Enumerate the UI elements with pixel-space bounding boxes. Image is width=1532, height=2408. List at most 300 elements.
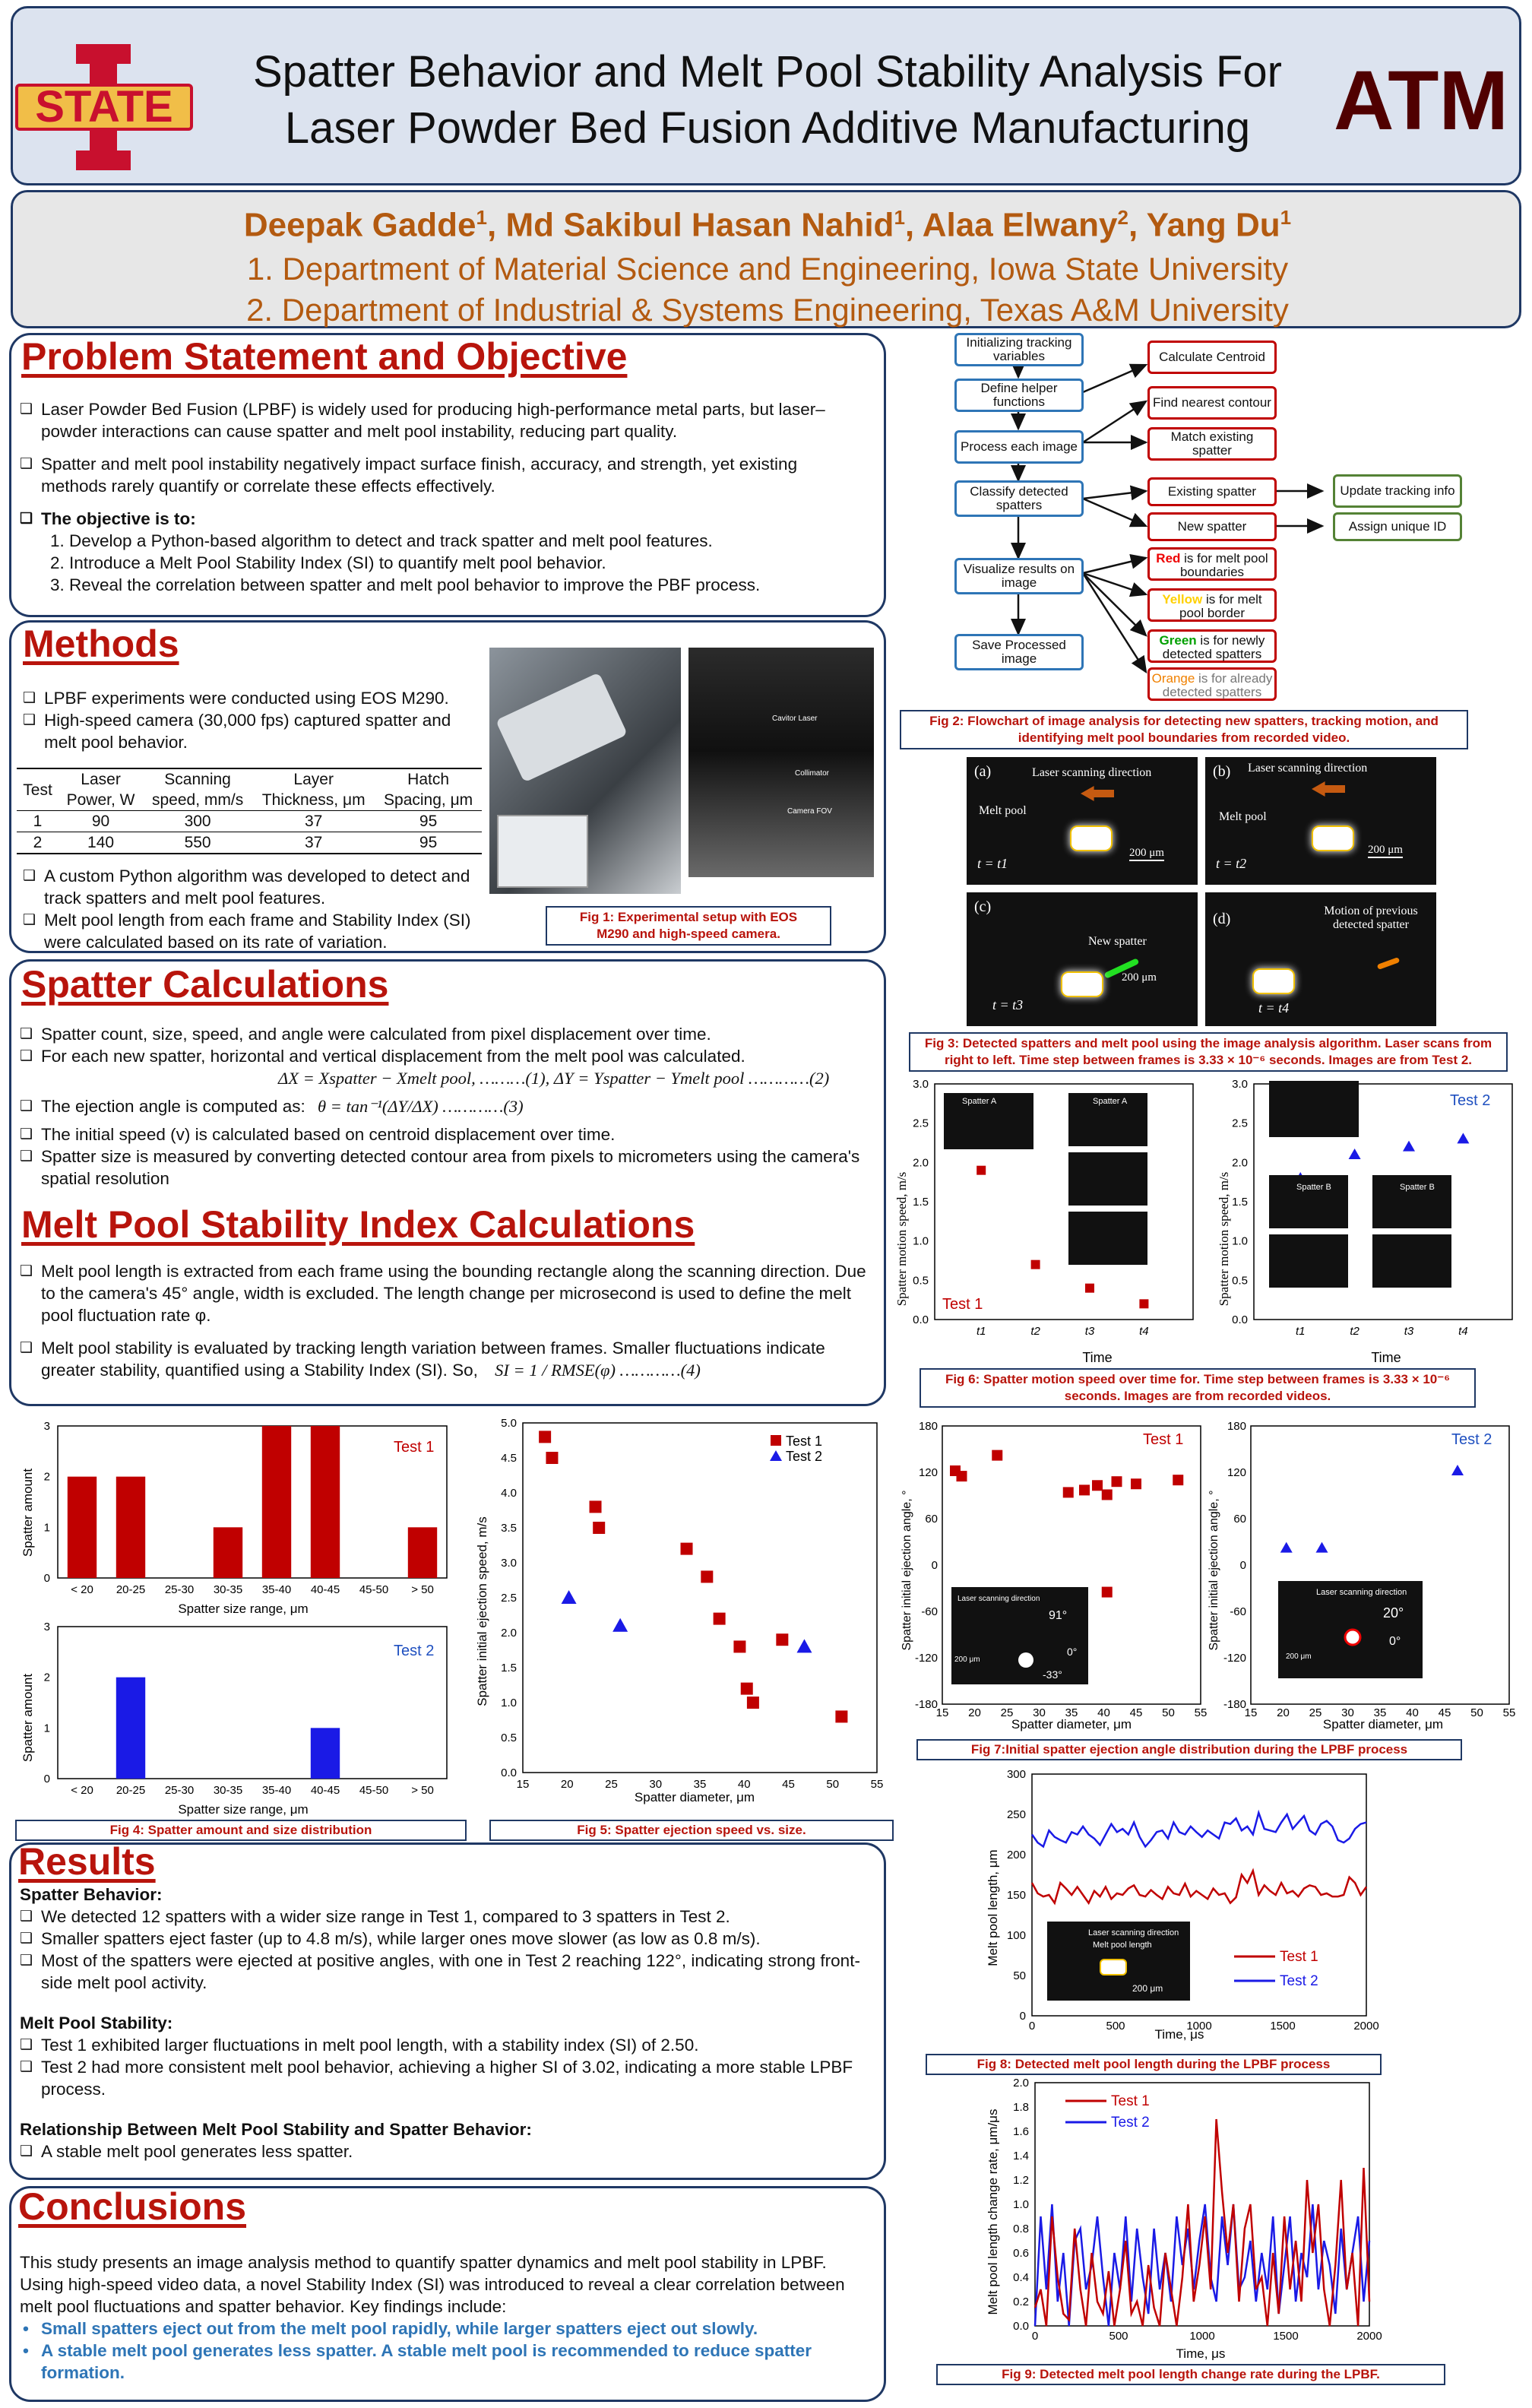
y-tick: 100 (1006, 1929, 1026, 1942)
panel-label: New spatter (1088, 935, 1147, 948)
inset-scale: 200 μm (1132, 1983, 1163, 1994)
th-power-a: Laser (81, 771, 121, 788)
results-heading-2: Melt Pool Stability: (20, 2014, 173, 2033)
th-speed (143, 768, 252, 811)
x-tick: 500 (1109, 2330, 1128, 2343)
author-4: Yang Du (1146, 206, 1280, 244)
angle-point (1092, 1480, 1103, 1491)
y-tick: 180 (918, 1420, 938, 1433)
green-word: Green (1159, 633, 1197, 648)
x-tick: 15 (935, 1706, 949, 1719)
y-tick: 1.0 (1013, 2198, 1029, 2211)
author-2: Md Sakibul Hasan Nahid (505, 206, 894, 244)
y-tick: 2.0 (1232, 1156, 1248, 1170)
author-3: Alaa Elwany (922, 206, 1118, 244)
fig9-chart (980, 2077, 1383, 2361)
y-tick: 0.0 (1013, 2320, 1029, 2333)
y-tick: 180 (1227, 1420, 1246, 1433)
test1-point (835, 1710, 847, 1722)
fig7-xlabel: Spatter diameter, μm (1011, 1717, 1132, 1732)
panel-dir: Laser scanning direction (1248, 762, 1368, 775)
fig6-ylabel: Spatter motion speed, m/s (894, 1171, 909, 1307)
y-tick: 1.0 (501, 1697, 517, 1709)
speed-point (976, 1166, 986, 1175)
meltpool-title: Melt Pool Stability Index Calculations (21, 1203, 695, 1246)
x-tick: 30-35 (213, 1784, 243, 1797)
fig7-xlabel-2: Spatter diameter, μm (1322, 1717, 1444, 1732)
y-tick: 2.5 (913, 1117, 929, 1130)
y-tick: 0 (1239, 1559, 1246, 1572)
angle-point (1451, 1465, 1464, 1475)
cell: 300 (184, 813, 211, 830)
panel-dir: Laser scanning direction (1032, 766, 1152, 779)
y-tick: 0.0 (913, 1313, 929, 1326)
y-tick: 0.8 (1013, 2223, 1029, 2235)
angle-point (1131, 1478, 1141, 1489)
sep: , (904, 206, 923, 244)
conclusions-text (20, 2251, 871, 2384)
fig6-chart (889, 1079, 1532, 1377)
texas-am-logo (1333, 30, 1509, 160)
y-tick: 0.4 (1013, 2271, 1029, 2284)
x-tick: 40 (1097, 1706, 1110, 1719)
y-tick: -60 (1230, 1605, 1246, 1618)
x-tick: t4 (1458, 1325, 1468, 1338)
scale-bar: 200 μm (1122, 971, 1157, 984)
fig4-ylabel: Spatter amount (21, 1468, 35, 1557)
test1-point (546, 1452, 558, 1464)
x-tick: 35-40 (261, 1583, 292, 1596)
flow-step-classify: Classify detected spatters (954, 480, 1084, 517)
meltpool-blob (1070, 825, 1113, 851)
fig6-caption: Fig 6: Spatter motion speed over time for. Time step between frames is 3.33 × 10⁻⁶ seconds. Images are from recorded videos. (920, 1368, 1476, 1408)
y-tick: 0.5 (501, 1732, 517, 1744)
cell: 2 (33, 834, 43, 851)
fig4-ylabel-2: Spatter amount (21, 1673, 35, 1763)
bar (116, 1678, 145, 1779)
equation-1-2: ΔX = Xspatter − Xmelt pool, ………(1), ΔY = Yspatter − Ymelt pool …………(2) (278, 1069, 830, 1088)
author-1-sup: 1 (476, 206, 487, 229)
y-tick: 1.5 (501, 1662, 517, 1675)
red-rest: is for melt pool boundaries (1179, 551, 1268, 579)
test2-point (562, 1590, 577, 1604)
spatter-bullet-5: ❑ Spatter size is measured by converting detected contour area from pixels to micrometers using the camera's spatial resolution (20, 1145, 871, 1190)
bar (116, 1477, 145, 1578)
panel-time: t = t4 (1258, 1000, 1290, 1015)
y-tick: 3 (43, 1621, 50, 1633)
y-tick: 0 (43, 1572, 50, 1585)
y-tick: 60 (1233, 1513, 1246, 1526)
problem-bullet-1: ❑ Laser Powder Bed Fusion (LPBF) is widely used for producing high-performance metal parts, but laser–powder interactions can cause spatter and melt pool instability, reducing part quality. (20, 398, 863, 442)
x-tick: 50 (1470, 1706, 1483, 1719)
fig8-inset (1047, 1922, 1190, 2001)
y-tick: 0.0 (501, 1766, 517, 1779)
angle-point (1112, 1476, 1122, 1487)
fig8-ylabel: Melt pool length, μm (986, 1849, 1000, 1966)
legend-test1: Test 1 (786, 1434, 823, 1449)
angle-point (992, 1450, 1002, 1461)
bar (68, 1477, 97, 1578)
flow-step-process: Process each image (954, 430, 1084, 464)
y-tick: 2.0 (1013, 2077, 1029, 2090)
y-tick: 3.0 (501, 1557, 517, 1570)
test1-point (714, 1613, 726, 1625)
table-row (17, 811, 482, 832)
test1-point (539, 1431, 551, 1443)
bar (214, 1527, 242, 1578)
inset-scale-2: 200 μm (1286, 1652, 1312, 1661)
fig2-caption: Fig 2: Flowchart of image analysis for detecting new spatters, tracking motion, and identifying melt pool boundaries from recorded video. (900, 710, 1468, 749)
fig4-test1-label: Test 1 (394, 1439, 435, 1456)
panel-time: t = t2 (1216, 856, 1247, 871)
scale-bar: 200 μm (1129, 847, 1164, 861)
y-tick: 1.2 (1013, 2174, 1029, 2187)
meltpool-bullet-2 (20, 1337, 871, 1381)
flow-centroid: Calculate Centroid (1147, 341, 1277, 374)
x-tick: 45-50 (359, 1784, 389, 1797)
fig4-chart (15, 1414, 456, 1817)
red-word: Red (1156, 551, 1181, 566)
orange-rest: is for already detected spatters (1162, 671, 1273, 699)
fig6-xlabel: Time (1082, 1350, 1113, 1365)
y-tick: 1.0 (913, 1234, 929, 1248)
x-tick: 1000 (1186, 2020, 1212, 2033)
y-tick: 0.5 (913, 1274, 929, 1288)
y-tick: 50 (1013, 1969, 1026, 1982)
yellow-rest: is for melt pool border (1179, 592, 1262, 620)
fig7-test1-label: Test 1 (1143, 1431, 1184, 1448)
author-1: Deepak Gadde (243, 206, 476, 244)
inset-dir: Laser scanning direction (1088, 1928, 1179, 1937)
y-tick: -120 (1223, 1652, 1246, 1665)
y-tick: 5.0 (501, 1417, 517, 1430)
x-tick: 20 (560, 1778, 574, 1791)
panel-id: (d) (1213, 911, 1231, 927)
flow-existing: Existing spatter (1147, 477, 1277, 506)
inset-spatter-a: Spatter A (1093, 1097, 1128, 1106)
th-power-b: Power, W (66, 791, 135, 809)
meltpool-text (20, 1260, 871, 1381)
th-layer-b: Thickness, μm (261, 791, 366, 809)
panel-id: (a) (974, 763, 992, 780)
y-tick: 3.0 (1232, 1078, 1248, 1091)
x-tick: 40-45 (310, 1583, 340, 1596)
y-tick: -60 (921, 1605, 938, 1618)
results-text (20, 1884, 871, 2162)
cell: 95 (419, 834, 438, 851)
y-tick: 1 (43, 1521, 50, 1535)
x-tick: 2000 (1356, 2330, 1382, 2343)
x-tick: 40-45 (310, 1784, 340, 1797)
x-tick: 35 (1065, 1706, 1078, 1719)
results-bullet-2: ❑ Smaller spatters eject faster (up to 4.8 m/s), while larger ones move slower (as low as 0.8 m/s). (20, 1928, 871, 1950)
speed-point (1139, 1299, 1148, 1308)
spatter-bullet-3 (20, 1095, 871, 1117)
test2-point (796, 1639, 812, 1652)
x-tick: 30-35 (213, 1583, 243, 1596)
results-heading-1: Spatter Behavior: (20, 1885, 163, 1904)
y-tick: 1.8 (1013, 2101, 1029, 2114)
cell: 37 (304, 813, 323, 830)
spatter-bullet-2: ❑ For each new spatter, horizontal and vertical displacement from the melt pool was calculated. (20, 1045, 871, 1067)
inset-dir-2: Laser scanning direction (1316, 1588, 1407, 1597)
fig7-ylabel-2: Spatter initial ejection angle, ° (1208, 1490, 1220, 1651)
panel-label: Motion of previous detected spatter (1324, 905, 1418, 931)
fig6-test1-label: Test 1 (942, 1296, 983, 1313)
x-tick: 35 (693, 1778, 707, 1791)
cell: 37 (304, 834, 323, 851)
y-tick: 120 (918, 1466, 938, 1479)
direction-arrow (1312, 781, 1345, 797)
speed-point (1457, 1133, 1469, 1143)
x-tick: 45 (1129, 1706, 1143, 1719)
angle-0-b: 0° (1389, 1635, 1401, 1648)
panel-time: t = t1 (977, 856, 1008, 871)
fig3-panel-a (967, 757, 1198, 885)
flow-nearest: Find nearest contour (1147, 386, 1277, 420)
conclusions-paragraph: This study presents an image analysis method to quantify spatter dynamics and melt pool stability in LPBF. Using high-speed video data, a novel Stability Index (SI) was introduced to reveal a clear correlation between melt pool fluctuations and spatter behavior. Key findings include: (20, 2253, 845, 2316)
cell: 140 (87, 834, 115, 851)
test1-point (733, 1640, 745, 1652)
flow-new: New spatter (1147, 512, 1277, 541)
table-row (17, 832, 482, 854)
x-tick: t3 (1404, 1325, 1414, 1338)
fig9-xlabel: Time, μs (1176, 2346, 1226, 2361)
x-tick: t2 (1030, 1325, 1040, 1338)
y-tick: 1.0 (1232, 1234, 1248, 1248)
y-tick: 3 (43, 1420, 50, 1433)
results-bullet-4: ❑ Test 1 exhibited larger fluctuations in melt pool length, with a stability index (SI) of 2.50. (20, 2034, 871, 2056)
x-tick: 50 (826, 1778, 840, 1791)
fig6-ylabel-2: Spatter motion speed, m/s (1217, 1171, 1231, 1307)
stability-text: Melt pool stability is evaluated by tracking length variation between frames. Smaller fluctuations indicate greater stability, quantified using a Stability Index (SI). So, (41, 1339, 825, 1380)
th-hatch-a: Hatch (407, 771, 450, 788)
authors-block (15, 195, 1520, 331)
key-finding-2 (20, 2340, 871, 2384)
th-layer-a: Layer (293, 771, 334, 788)
y-tick: 250 (1006, 1808, 1026, 1821)
th-layer (252, 768, 375, 811)
angle-point (1316, 1542, 1328, 1553)
y-tick: 0 (1019, 2010, 1026, 2023)
x-tick: 20-25 (116, 1583, 146, 1596)
x-tick: t1 (976, 1325, 986, 1338)
test1-point (741, 1683, 753, 1695)
methods-bullet-3: ❑ A custom Python algorithm was developed to detect and track spatters and melt pool features. (23, 865, 486, 909)
results-title: Results (18, 1840, 156, 1883)
angle-0: 0° (1067, 1646, 1078, 1658)
y-tick: 200 (1006, 1849, 1026, 1861)
bar (311, 1426, 340, 1578)
bullet-dot: • (23, 2341, 29, 2360)
test1-point (776, 1633, 788, 1646)
speed-point (1403, 1141, 1415, 1152)
th-speed-a: Scanning (164, 771, 231, 788)
y-tick: 0.2 (1013, 2296, 1029, 2308)
x-tick: t2 (1350, 1325, 1359, 1338)
y-tick: 0.5 (1232, 1274, 1248, 1288)
x-tick: 35-40 (261, 1784, 292, 1797)
angle-point (957, 1471, 967, 1481)
results-bullet-3: ❑ Most of the spatters were ejected at positive angles, with one in Test 2 reaching 122°, indicating strong front-side melt pool activity. (20, 1950, 871, 1994)
speed-point (1349, 1149, 1361, 1159)
x-tick: 1500 (1273, 2330, 1299, 2343)
x-tick: 55 (1502, 1706, 1516, 1719)
affiliation-2: 2. Department of Industrial & Systems Engineering, Texas A&M University (246, 291, 1289, 328)
methods-title: Methods (23, 623, 179, 665)
inset-len: Melt pool length (1093, 1941, 1152, 1950)
x-tick: 25 (605, 1778, 618, 1791)
methods-bullet-4: ❑ Melt pool length from each frame and Stability Index (SI) were calculated based on its rate of variation. (23, 909, 486, 953)
x-tick: 50 (1162, 1706, 1175, 1719)
y-tick: 2 (43, 1671, 50, 1684)
panel-id: (c) (974, 898, 992, 915)
results-bullet-6: ❑ A stable melt pool generates less spatter. (20, 2140, 871, 2162)
schematic-inset (497, 815, 588, 888)
cell: 90 (91, 813, 110, 830)
x-tick: 25 (1309, 1706, 1322, 1719)
author-2-sup: 1 (894, 206, 905, 229)
photo-label-fov: Camera FOV (787, 807, 832, 816)
th-speed-b: speed, mm/s (151, 791, 244, 809)
fig6-test2-label: Test 2 (1450, 1092, 1491, 1109)
camera-body (495, 673, 628, 783)
legend-green (1147, 629, 1277, 663)
panel-id: (b) (1213, 763, 1231, 780)
spatter-bullet-1: ❑ Spatter count, size, speed, and angle were calculated from pixel displacement over time. (20, 1023, 871, 1045)
x-tick: 45 (782, 1778, 795, 1791)
title-line-1: Spatter Behavior and Melt Pool Stability Analysis For (253, 47, 1282, 97)
logo-text: STATE (35, 82, 173, 131)
flow-update: Update tracking info (1333, 474, 1462, 508)
old-spatter-mark (1377, 957, 1401, 970)
legend-test2: Test 2 (786, 1449, 823, 1464)
x-tick: 20-25 (116, 1784, 146, 1797)
y-tick: 2.5 (1232, 1117, 1248, 1130)
test2-line (1032, 1813, 1366, 1847)
spatter-calc-title: Spatter Calculations (21, 963, 389, 1006)
y-tick: 4.5 (501, 1452, 517, 1465)
results-bullet-1: ❑ We detected 12 spatters with a wider size range in Test 1, compared to 3 spatters in Test 2. (20, 1906, 871, 1928)
objective-2: 2. Introduce a Melt Pool Stability Index (SI) to quantify melt pool behavior. (50, 553, 606, 572)
bar (311, 1728, 340, 1779)
yellow-word: Yellow (1162, 592, 1203, 607)
legend-test1-marker (771, 1435, 781, 1446)
th-hatch-b: Spacing, μm (384, 791, 473, 809)
x-tick: t1 (1295, 1325, 1306, 1338)
panel-time: t = t3 (992, 997, 1024, 1012)
spatter-bullet-4: ❑ The initial speed (v) is calculated based on centroid displacement over time. (20, 1123, 871, 1145)
setup-photo-machine (489, 648, 681, 894)
inset-dir: Laser scanning direction (958, 1595, 1040, 1603)
x-tick: 55 (870, 1778, 884, 1791)
problem-title: Problem Statement and Objective (21, 335, 628, 378)
scale-bar: 200 μm (1368, 844, 1403, 858)
y-tick: 150 (1006, 1889, 1026, 1902)
spatter-calc-text (20, 1023, 871, 1190)
flow-step-init: Initializing tracking variables (954, 333, 1084, 366)
y-tick: 1.5 (913, 1196, 929, 1209)
angle-point (1280, 1542, 1293, 1553)
objective-3: 3. Reveal the correlation between spatter and melt pool behavior to improve the PBF process. (50, 575, 761, 594)
fig8-caption: Fig 8: Detected melt pool length during the LPBF process (926, 2054, 1382, 2075)
fig5-xlabel: Spatter diameter, μm (634, 1790, 755, 1804)
author-names (15, 195, 1520, 249)
test1-line (1032, 1871, 1366, 1903)
x-tick: 500 (1106, 2020, 1125, 2033)
results-bullet-5: ❑ Test 2 had more consistent melt pool behavior, achieving a higher SI of 3.02, indicating a more stable LPBF process. (20, 2056, 871, 2100)
problem-bullet-2: ❑ Spatter and melt pool instability negatively impact surface finish, accuracy, and strength, yet existing methods rarely quantify or correlate these effects effectively. (20, 453, 863, 497)
y-tick: 300 (1006, 1768, 1026, 1781)
methods-text-top (23, 687, 486, 753)
problem-text (20, 398, 863, 596)
x-tick: > 50 (411, 1784, 434, 1797)
speed-point (1031, 1260, 1040, 1269)
y-tick: 0.6 (1013, 2247, 1029, 2260)
test2-point (612, 1618, 628, 1632)
x-tick: 2000 (1353, 2020, 1379, 2033)
y-tick: -180 (914, 1698, 938, 1711)
fig9-test1-label: Test 1 (1111, 2093, 1150, 2109)
x-tick: 0 (1031, 2330, 1039, 2343)
x-tick: 25-30 (164, 1583, 195, 1596)
legend-red (1147, 547, 1277, 581)
th-test: Test (23, 781, 52, 799)
x-tick: < 20 (71, 1784, 93, 1797)
fig7-caption: Fig 7:Initial spatter ejection angle distribution during the LPBF process (916, 1739, 1462, 1760)
meltpool-blob (1312, 825, 1354, 851)
y-tick: -180 (1223, 1698, 1246, 1711)
y-tick: 1.6 (1013, 2125, 1029, 2138)
author-4-sup: 1 (1280, 206, 1292, 229)
x-tick: > 50 (411, 1583, 434, 1596)
x-tick: 25-30 (164, 1784, 195, 1797)
test1-point (590, 1500, 602, 1513)
x-tick: < 20 (71, 1583, 93, 1596)
x-tick: 15 (1244, 1706, 1258, 1719)
th-power (59, 768, 143, 811)
legend-test2-marker (770, 1450, 782, 1461)
fig8-test1-label: Test 1 (1280, 1949, 1318, 1965)
photo-label-laser: Cavitor Laser (772, 714, 818, 723)
fig8-xlabel: Time, μs (1154, 2027, 1204, 2042)
legend-orange (1147, 667, 1277, 701)
test1-point (701, 1570, 713, 1583)
y-tick: 60 (925, 1513, 938, 1526)
angle-point (1102, 1587, 1113, 1598)
fig5-ylabel: Spatter initial ejection speed, m/s (475, 1516, 489, 1706)
angle-91: 91° (1049, 1609, 1068, 1622)
y-tick: 0 (43, 1773, 50, 1785)
x-tick: 35 (1373, 1706, 1387, 1719)
th-hatch (375, 768, 482, 811)
x-tick: 30 (1033, 1706, 1046, 1719)
x-tick: 1500 (1270, 2020, 1296, 2033)
fig3-panel-d (1205, 892, 1436, 1026)
y-tick: 2.5 (501, 1592, 517, 1605)
fig8-test2-label: Test 2 (1280, 1973, 1318, 1989)
angle-point (1173, 1475, 1183, 1485)
y-tick: 0 (931, 1559, 938, 1572)
x-tick: 0 (1028, 2020, 1036, 2033)
y-tick: 3.5 (501, 1522, 517, 1535)
meltpool-bullet-1: ❑ Melt pool length is extracted from each frame using the bounding rectangle along the scanning direction. Due to the camera's 45° angle, width is excluded. The length change per microsecond is used to define the melt pool fluctuation rate φ. (20, 1260, 871, 1326)
key-finding-1-text: Small spatters eject out from the melt pool rapidly, while larger spatters eject out slowly. (41, 2319, 758, 2338)
fig5-caption: Fig 5: Spatter ejection speed vs. size. (489, 1820, 894, 1841)
fig6-insets (944, 1081, 1451, 1288)
inset-spatter-b: Spatter B (1296, 1183, 1331, 1192)
conclusions-title: Conclusions (18, 2185, 247, 2228)
